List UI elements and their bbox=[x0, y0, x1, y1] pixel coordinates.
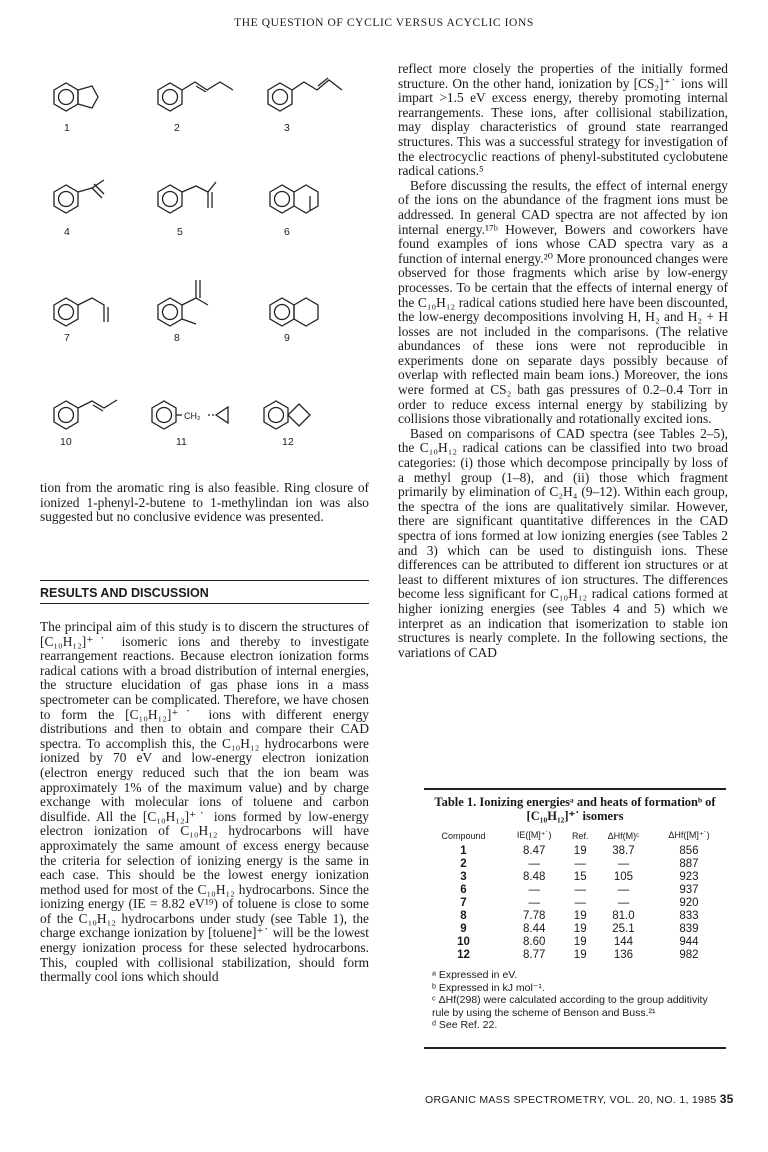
table-cell: 839 bbox=[679, 922, 699, 935]
table-cell: 8.47 bbox=[523, 844, 546, 857]
table-header-row bbox=[424, 829, 726, 844]
table-cell: — bbox=[574, 896, 586, 909]
structure-label: 8 bbox=[174, 332, 180, 344]
table-cell: 920 bbox=[679, 896, 699, 909]
structure-12 bbox=[264, 401, 310, 429]
table-cell: 19 bbox=[573, 922, 587, 935]
table-row bbox=[424, 870, 726, 883]
journal-info: ORGANIC MASS SPECTROMETRY, VOL. 20, NO. 1, 1985 bbox=[425, 1094, 717, 1106]
structure-label: 1 bbox=[64, 122, 70, 134]
structure-6 bbox=[270, 185, 318, 213]
table-row bbox=[424, 896, 726, 909]
table-data bbox=[424, 829, 726, 961]
table-cell: 19 bbox=[573, 935, 587, 948]
table-header: Ref. bbox=[571, 830, 589, 841]
table-cell: 19 bbox=[573, 948, 587, 961]
table-cell: 105 bbox=[613, 870, 634, 883]
table-1 bbox=[424, 795, 726, 1032]
compound-cell: 7 bbox=[460, 896, 467, 909]
table-cell: 19 bbox=[573, 909, 587, 922]
table-notes bbox=[424, 969, 726, 1032]
table-header: IE([M]⁺˙) bbox=[516, 830, 552, 840]
table-cell: 136 bbox=[613, 948, 634, 961]
paragraph: Before discussing the results, the effect of internal energy of the ions on the abundance of the fragment ions must be addressed. In general CAD spectra are not affected by ion internal energy.¹⁷ᵇ However, Bowers and coworkers have found examples of ions whose CAD spectra vary as a function of internal energy.²⁰ More pronounced changes were observed for those fragments which arise by low-energy processes. To be certain that the effects of internal energy of the C₁₀H₁₂ radical cations studied here have been discounted, the low-energy decompositions involving H, H₂ and H₂ + H losses are not included in the comparisons. (The relative abundances of these ions were not reproducible in experiments done on separate days possibly because of overlap with reflected main beam ions.) Moreover, the ions were formed at CS₂ bath gas pressures of 0.2–0.4 Torr in order to reduce excess internal energy by stabilizing by collisions those vibrationally and rotationally excited ions. bbox=[398, 177, 728, 427]
table-cell: 81.0 bbox=[612, 909, 635, 922]
table-row bbox=[424, 948, 726, 961]
page-footer bbox=[425, 1092, 734, 1106]
compound-cell: 1 bbox=[460, 844, 467, 857]
table-header: ΔHf([M]⁺˙) bbox=[668, 830, 710, 840]
left-column-intro bbox=[40, 481, 369, 525]
table-row bbox=[424, 922, 726, 935]
table-row bbox=[424, 935, 726, 948]
table-bottom-rule bbox=[424, 1047, 726, 1049]
table-cell: 25.1 bbox=[612, 922, 635, 935]
structure-label: 5 bbox=[177, 226, 183, 238]
table-header: Compound bbox=[441, 830, 486, 841]
table-cell: 144 bbox=[613, 935, 634, 948]
compound-cell: 2 bbox=[460, 857, 467, 870]
structure-3 bbox=[268, 78, 342, 111]
table-top-rule bbox=[424, 788, 726, 790]
left-column-body bbox=[40, 620, 369, 985]
structure-8 bbox=[158, 280, 208, 326]
page-number: 35 bbox=[719, 1092, 734, 1106]
table-note: ᵃ Expressed in eV. bbox=[432, 969, 518, 981]
structure-10 bbox=[54, 400, 117, 429]
table-cell: 923 bbox=[679, 870, 699, 883]
structures-figure bbox=[40, 60, 380, 490]
table-cell: 887 bbox=[679, 857, 699, 870]
table-cell: 8.60 bbox=[523, 935, 546, 948]
table-cell: — bbox=[617, 896, 630, 909]
table-note: ᵇ Expressed in kJ mol⁻¹. bbox=[432, 981, 545, 994]
table-cell: — bbox=[528, 883, 540, 896]
right-column-body bbox=[398, 62, 728, 660]
table-cell: 833 bbox=[679, 909, 699, 922]
structure-label: 4 bbox=[64, 226, 70, 238]
paragraph: reflect more closely the properties of the initially formed structure. On the other hand, ionization by [CS₂]⁺˙ ions will impart >1.5 eV excess energy, thereby promoting internal rearrangements. These ions, after collisional stabilization, may display characteristics of ground state rearranged structures. This was a successful strategy for investigation of the electrocyclic reactions of phenyl-substituted cyclobutene radical cations.⁵ bbox=[398, 61, 728, 179]
table-row bbox=[424, 909, 726, 922]
table-cell: 8.48 bbox=[523, 870, 546, 883]
table-cell: — bbox=[528, 896, 540, 909]
structure-7 bbox=[54, 298, 108, 326]
table-cell: 8.44 bbox=[523, 922, 546, 935]
running-header: THE QUESTION OF CYCLIC VERSUS ACYCLIC IONS bbox=[234, 17, 534, 29]
table-cell: 937 bbox=[679, 883, 699, 896]
structure-11-group: CH₂ bbox=[184, 411, 201, 421]
table-row bbox=[424, 857, 726, 870]
table-cell: 15 bbox=[573, 870, 587, 883]
table-cell: 856 bbox=[679, 844, 699, 857]
table-cell: 944 bbox=[679, 935, 699, 948]
table-header: ΔHf(M)ᶜ bbox=[607, 830, 640, 841]
structure-label: 11 bbox=[176, 436, 187, 448]
table-note: ᵈ See Ref. 22. bbox=[432, 1019, 498, 1031]
structure-2 bbox=[158, 82, 233, 111]
structure-label: 6 bbox=[284, 226, 290, 238]
paragraph: tion from the aromatic ring is also feasible. Ring closure of ionized 1-phenyl-2-butene to 1-methylindan ion was also suggested but no conclusive evidence was presented. bbox=[40, 480, 369, 525]
structure-label: 2 bbox=[174, 122, 180, 134]
table-cell: 38.7 bbox=[612, 844, 635, 857]
table-note: ᶜ ΔHf(298) were calculated according to the group additivity rule by using the scheme of Benson and Buss.²¹ bbox=[432, 994, 708, 1019]
compound-cell: 9 bbox=[460, 922, 467, 935]
structure-label: 9 bbox=[284, 332, 290, 344]
structure-1 bbox=[54, 83, 98, 111]
table-cell: 982 bbox=[679, 948, 699, 961]
structure-label: 12 bbox=[282, 436, 294, 448]
section-heading: RESULTS AND DISCUSSION bbox=[40, 580, 369, 604]
compound-cell: 12 bbox=[457, 948, 470, 961]
table-caption: Table 1. Ionizing energiesᵃ and heats of formationᵇ of [C₁₀H₁₂]⁺˙ isomers bbox=[434, 795, 716, 823]
table-cell: 7.78 bbox=[523, 909, 546, 922]
table-cell: — bbox=[528, 857, 540, 870]
structure-label: 7 bbox=[64, 332, 70, 344]
table-cell: 8.77 bbox=[523, 948, 546, 961]
table-row bbox=[424, 883, 726, 896]
table-cell: — bbox=[617, 883, 630, 896]
table-cell: — bbox=[574, 857, 586, 870]
table-cell: — bbox=[617, 857, 630, 870]
compound-cell: 10 bbox=[457, 935, 470, 948]
structure-label: 10 bbox=[60, 436, 72, 448]
paragraph: The principal aim of this study is to discern the structures of [C₁₀H₁₂]⁺˙ isomeric ions and thereby to investigate rearrangement reactions. Because electron ionization forms radical cations with a broad distribution of internal energies, the structure elucidation of gas phase ions in a mass spectrometer can be complicated. Therefore, we have chosen to form the [C₁₀H₁₂]⁺˙ ions with different energy distributions and then to obtain and compare their CAD spectra. To accomplish this, the C₁₀H₁₂ hydrocarbons were ionized by 70 eV and low-energy electron ionization (electron energy reduced such that the ion beam was approximately 1% of the maximum value) and by charge exchange with molecular ions of toluene and carbon disulfide. All the [C₁₀H₁₂]⁺˙ ions formed by low-energy electron ionization of C₁₀H₁₂ hydrocarbons will have approximately the same amount of excess energy because the criteria for selection of ionizing energy is the same in each case. This should be the lowest energy ionization method used for most of the C₁₀H₁₂ hydrocarbons. Since the ionizing energy (IE = 8.82 eV¹⁹) of toluene is close to some of the C₁₀H₁₂ hydrocarbons under study (see Table 1), the charge exchange ionization by [toluene]⁺˙ will be the lowest energy ionization process for these selected hydrocarbons. This, coupled with collisional stabilization, should form thermally cool ions which should bbox=[40, 619, 369, 985]
compound-cell: 8 bbox=[460, 909, 467, 922]
structure-5 bbox=[158, 182, 216, 213]
paragraph: Based on comparisons of CAD spectra (see Tables 2–5), the C₁₀H₁₂ radical cations can be classified into two broad categories: (i) those which decompose principally by loss of a methyl group (1–8), and (ii) those which fragment primarily by elimination of C₂H₄ (9–12). Within each group, the spectra of the ions are qualitatively similar. However, there are significant quantitative differences in the CAD spectra of ions formed at low ionizing energies (see Tables 2 and 3) which can be used to distinguish ions. These differences can be attributed to different ion structures or at least to different mixtures of ion structures. The differences become less significant for C₁₀H₁₂ radical cations formed at higher ionizing energies (see Tables 4 and 5) which we interpret as an indication that isomerization to stable ion structures is nearly complete. In the following sections, the variations of CAD bbox=[398, 425, 728, 660]
table-row bbox=[424, 844, 726, 857]
table-cell: — bbox=[574, 883, 586, 896]
table-cell: 19 bbox=[573, 844, 587, 857]
structure-label: 3 bbox=[284, 122, 290, 134]
structure-4 bbox=[54, 180, 104, 213]
compound-cell: 6 bbox=[460, 883, 467, 896]
structure-9 bbox=[270, 298, 318, 326]
compound-cell: 3 bbox=[460, 870, 467, 883]
